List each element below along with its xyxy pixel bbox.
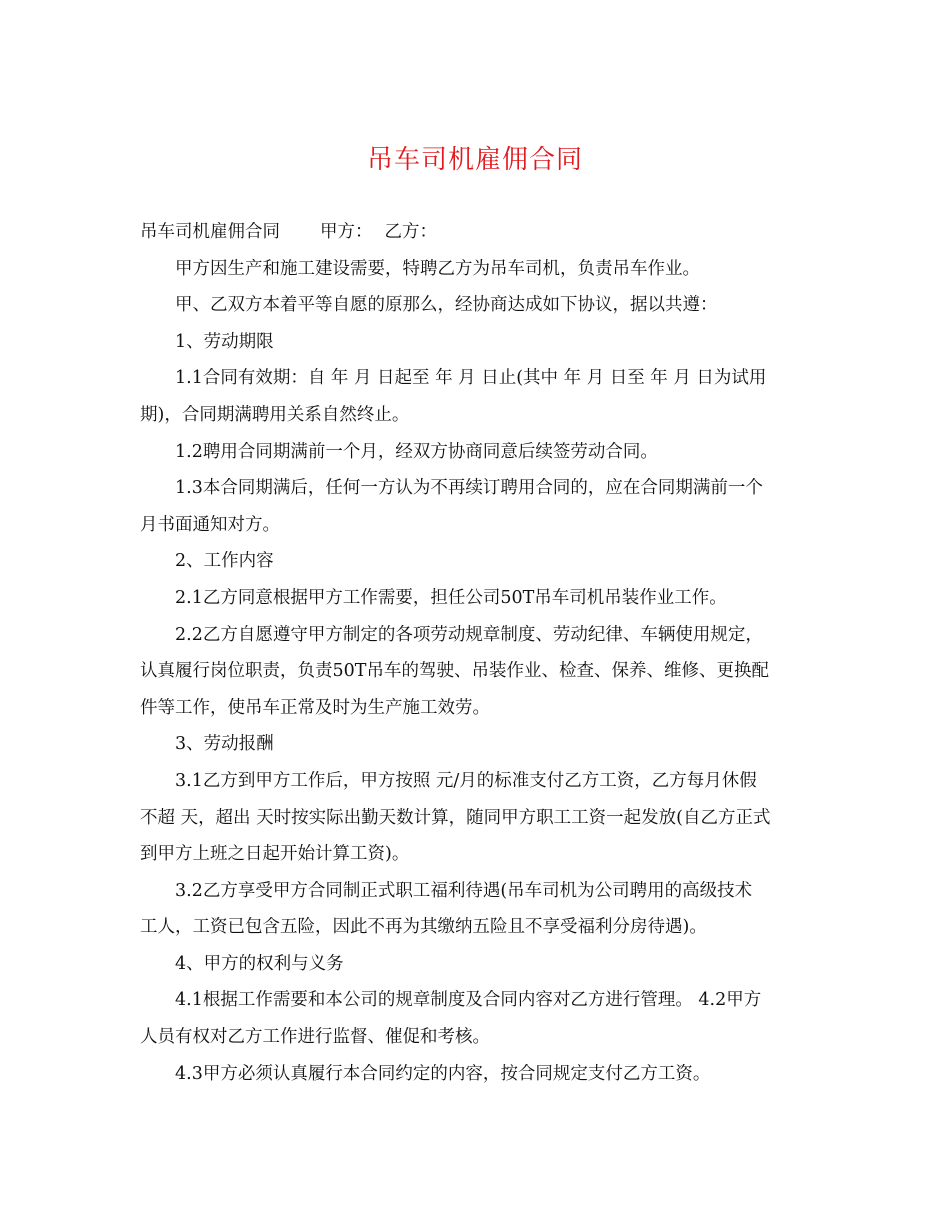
paragraph (140, 251, 812, 288)
text-line: 1、劳动期限 (175, 331, 274, 352)
paragraph (140, 360, 812, 433)
text-line: 1.1合同有效期：自 年 月 日起至 年 月 日止(其中 年 月 日至 年 月 日为试用 (175, 368, 767, 389)
paragraph (140, 287, 812, 324)
text-line: 期)，合同期满聘用关系自然终止。 (140, 404, 410, 425)
section-heading (140, 946, 812, 983)
paragraph (140, 470, 812, 543)
section-heading (140, 324, 812, 361)
text-line: 月书面通知对方。 (140, 514, 280, 535)
text-line: 甲方因生产和施工建设需要，特聘乙方为吊车司机，负责吊车作业。 (175, 258, 700, 279)
text-line: 3、劳动报酬 (175, 734, 274, 755)
text-line: 1.2聘用合同期满前一个月，经双方协商同意后续签劳动合同。 (175, 441, 658, 462)
text-line: 件等工作，使吊车正常及时为生产施工效劳。 (140, 697, 490, 718)
paragraph-list (140, 251, 812, 1093)
paragraph (140, 617, 812, 727)
text-line: 认真履行岗位职责，负责50T吊车的驾驶、吊装作业、检查、保养、维修、更换配 (140, 661, 769, 682)
paragraph (140, 982, 812, 1055)
document-title: 吊车司机雇佣合同 (366, 145, 583, 175)
paragraph (140, 434, 812, 471)
paragraph (140, 1056, 812, 1093)
text-line: 2、工作内容 (175, 551, 274, 572)
text-line: 到甲方上班之日起开始计算工资)。 (140, 844, 410, 865)
section-heading (140, 726, 812, 763)
text-line: 2.1乙方同意根据甲方工作需要，担任公司50T吊车司机吊装作业工作。 (175, 587, 727, 608)
text-line: 1.3本合同期满后，任何一方认为不再续订聘用合同的，应在合同期满前一个 (175, 478, 763, 499)
header-name: 吊车司机雇佣合同 (140, 222, 280, 242)
text-line: 3.1乙方到甲方工作后，甲方按照 元/月的标准支付乙方工资，乙方每月休假 (175, 770, 757, 791)
paragraph (140, 873, 812, 946)
text-line: 3.2乙方享受甲方合同制正式职工福利待遇(吊车司机为公司聘用的高级技术 (175, 880, 753, 901)
text-line: 工人，工资已包含五险，因此不再为其缴纳五险且不享受福利分房待遇)。 (140, 917, 707, 938)
text-line: 不超 天，超出 天时按实际出勤天数计算，随同甲方职工工资一起发放(自乙方正式 (140, 807, 771, 828)
section-heading (140, 543, 812, 580)
party-b-label: 乙方： (384, 222, 437, 242)
text-line: 4.1根据工作需要和本公司的规章制度及合同内容对乙方进行管理。 4.2甲方 (175, 990, 762, 1011)
text-line: 人员有权对乙方工作进行监督、催促和考核。 (140, 1027, 490, 1048)
text-line: 甲、乙双方本着平等自愿的原那么，经协商达成如下协议，据以共遵： (175, 295, 718, 316)
text-line: 4、甲方的权利与义务 (175, 953, 344, 974)
header-line (140, 214, 812, 251)
text-line: 4.3甲方必须认真履行本合同约定的内容，按合同规定支付乙方工资。 (175, 1063, 711, 1084)
party-a-label: 甲方： (320, 222, 373, 242)
paragraph (140, 580, 812, 617)
document-body (140, 214, 812, 1092)
paragraph (140, 763, 812, 873)
text-line: 2.2乙方自愿遵守甲方制定的各项劳动规章制度、劳动纪律、车辆使用规定， (175, 624, 763, 645)
